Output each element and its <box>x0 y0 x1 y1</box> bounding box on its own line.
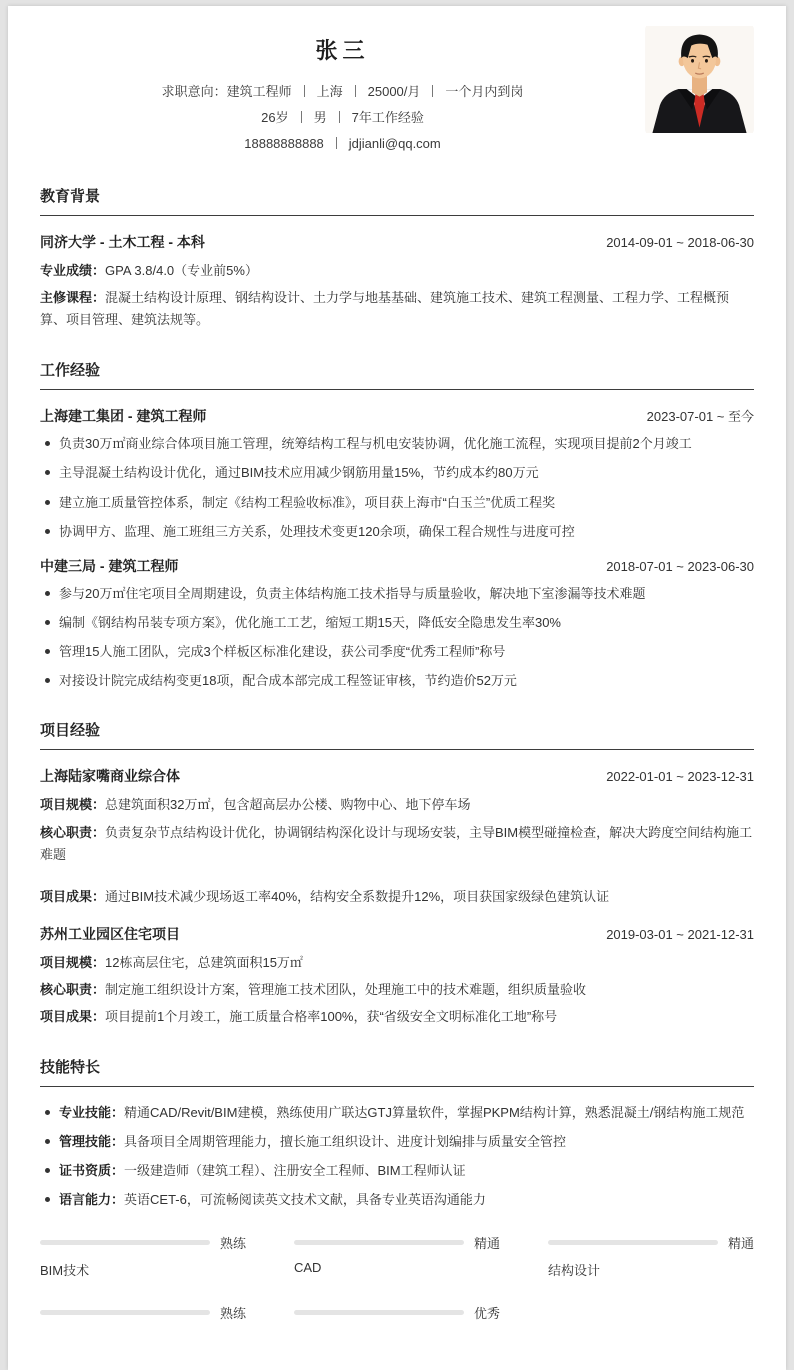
experience-years: 7年工作经验 <box>351 110 424 125</box>
job-bullet: 编制《钢结构吊装专项方案》，优化施工工艺，缩短工期15天，降低安全隐患发生率30% <box>40 613 754 633</box>
gender: 男 <box>313 110 327 125</box>
divider <box>301 111 302 123</box>
skill-level-label: 优秀 <box>473 1305 500 1321</box>
divider <box>339 111 340 123</box>
divider <box>304 85 305 97</box>
skill-bar-item <box>548 1233 754 1279</box>
project-duty-line <box>40 822 754 866</box>
field-text: 一级建造师（建筑工程）、注册安全工程师、BIM工程师认证 <box>124 1163 466 1179</box>
skill-bullet <box>40 1190 754 1210</box>
field-text: 总建筑面积32万㎡，包含超高层办公楼、购物中心、地下停车场 <box>105 797 471 813</box>
header-info <box>40 26 645 157</box>
project-scale-line <box>40 952 754 974</box>
skill-bar-row <box>294 1233 500 1252</box>
job-bullet: 协调甲方、监理、施工班组三方关系，处理技术变更120余项，确保工程合规性与进度可控 <box>40 522 754 542</box>
field-text: 制定施工组织设计方案，管理施工技术团队，处理施工中的技术难题，组织质量验收 <box>105 981 587 997</box>
personal-info-line <box>40 105 645 131</box>
job-bullet-list <box>40 434 754 542</box>
skill-level-label: 精通 <box>473 1235 500 1251</box>
section-work <box>40 359 754 691</box>
field-label: 项目规模： <box>40 954 106 970</box>
skill-bar-grid <box>40 1233 754 1330</box>
field-label: 专业技能： <box>59 1105 125 1121</box>
job-intention: 求职意向：建筑工程师 <box>161 84 292 99</box>
job-bullet: 建立施工质量管控体系，制定《结构工程验收标准》，项目获上海市“白玉兰”优质工程奖 <box>40 493 754 513</box>
education-date-range: 2014-09-01 ~ 2018-06-30 <box>606 235 754 250</box>
project-duty-line <box>40 979 754 1001</box>
field-text: GPA 3.8/4.0（专业前5%） <box>105 263 258 278</box>
skill-bar-row <box>294 1303 500 1322</box>
school-degree: 同济大学 - 土木工程 - 本科 <box>40 234 205 250</box>
skill-bar-item <box>40 1303 246 1330</box>
skill-progress-bar <box>548 1240 718 1245</box>
section-title-work: 工作经验 <box>40 359 754 390</box>
skill-bullet <box>40 1103 754 1123</box>
skill-level-label: 熟练 <box>219 1305 246 1321</box>
skill-bullet <box>40 1132 754 1152</box>
field-label: 项目成果： <box>40 888 106 904</box>
job-bullet: 主导混凝土结构设计优化，通过BIM技术应用减少钢筋用量15%，节约成本约80万元 <box>40 463 754 483</box>
skill-bar-item <box>40 1233 246 1279</box>
skill-name-label: 结构设计 <box>548 1262 601 1278</box>
skill-level-label: 精通 <box>727 1235 754 1251</box>
section-title-skills: 技能特长 <box>40 1056 754 1087</box>
candidate-name: 张三 <box>315 38 370 63</box>
section-title-projects: 项目经验 <box>40 719 754 750</box>
project-scale-line <box>40 794 754 816</box>
avatar-illustration <box>645 26 754 133</box>
project-entry-header <box>40 766 754 786</box>
field-text: 具备项目全周期管理能力，擅长施工组织设计、进度计划编排与质量安全管控 <box>124 1134 567 1150</box>
field-text: 负责复杂节点结构设计优化，协调钢结构深化设计与现场安装，主导BIM模型碰撞检查，解决大跨度空间结构施工难题 <box>40 824 753 862</box>
skill-level-label: 熟练 <box>219 1235 246 1251</box>
skill-bar-row <box>40 1233 246 1252</box>
section-skills <box>40 1056 754 1330</box>
field-label: 主修课程： <box>40 290 106 306</box>
job-intention-line <box>40 79 645 105</box>
skill-progress-bar <box>40 1310 210 1315</box>
contact-line <box>40 131 645 157</box>
project-name: 上海陆家嘴商业综合体 <box>40 768 180 785</box>
field-label: 核心职责： <box>40 824 106 840</box>
project-entry-header <box>40 924 754 944</box>
job-date-range: 2023-07-01 ~ 至今 <box>646 409 754 425</box>
section-education <box>40 185 754 331</box>
job-entry-header <box>40 406 754 426</box>
resume-page <box>8 6 786 1370</box>
skill-name-label: BIM技术 <box>40 1262 90 1278</box>
section-title-education: 教育背景 <box>40 185 754 216</box>
project-entry <box>40 924 754 1028</box>
skill-name-label: CAD <box>294 1259 322 1275</box>
field-text: 12栋高层住宅，总建筑面积15万㎡ <box>105 954 303 970</box>
skill-bar-item <box>294 1233 500 1279</box>
job-entry <box>40 556 754 692</box>
project-date-range: 2022-01-01 ~ 2023-12-31 <box>606 769 754 785</box>
resume-header <box>40 26 754 157</box>
field-label: 项目成果： <box>40 1008 106 1024</box>
field-label: 语言能力： <box>59 1192 125 1208</box>
skill-progress-bar <box>294 1310 464 1315</box>
field-text: 混凝土结构设计原理、钢结构设计、土力学与地基基础、建筑施工技术、建筑工程测量、工程力学、工程概预算、项目管理、建筑法规等。 <box>40 290 730 328</box>
city: 上海 <box>316 84 343 99</box>
field-text: 英语CET-6，可流畅阅读英文技术文献，具备专业英语沟通能力 <box>124 1192 486 1208</box>
skills-bullet-list <box>40 1103 754 1211</box>
job-date-range: 2018-07-01 ~ 2023-06-30 <box>606 558 754 574</box>
job-bullet-list <box>40 584 754 692</box>
skill-bar-item <box>294 1303 500 1330</box>
availability: 一个月内到岗 <box>445 84 524 99</box>
skill-bullet <box>40 1161 754 1181</box>
phone-number: 18888888888 <box>244 136 324 151</box>
profile-photo <box>645 26 754 133</box>
field-label: 证书资质： <box>59 1163 125 1179</box>
project-name: 苏州工业园区住宅项目 <box>40 925 180 942</box>
section-projects <box>40 719 754 1028</box>
project-result-line <box>40 886 754 908</box>
company-position: 中建三局 - 建筑工程师 <box>40 557 179 574</box>
project-date-range: 2019-03-01 ~ 2021-12-31 <box>606 926 754 942</box>
field-text: 项目提前1个月竣工，施工质量合格率100%，获“省级安全文明标准化工地”称号 <box>105 1008 558 1024</box>
skill-bar-row <box>548 1233 754 1252</box>
field-label: 项目规模： <box>40 797 106 813</box>
email-address: jdjianli@qq.com <box>348 136 441 151</box>
field-text: 精通CAD/Revit/BIM建模，熟练使用广联达GTJ算量软件，掌握PKPM结构计算，熟悉混凝土/钢结构施工规范 <box>124 1105 745 1121</box>
company-position: 上海建工集团 - 建筑工程师 <box>40 408 207 425</box>
field-label: 专业成绩： <box>40 263 106 278</box>
skill-progress-bar <box>40 1240 210 1245</box>
divider <box>432 85 433 97</box>
skill-progress-bar <box>294 1240 464 1245</box>
expected-salary: 25000/月 <box>367 84 421 99</box>
job-entry <box>40 406 754 542</box>
skill-bar-row <box>40 1303 246 1322</box>
divider <box>355 85 356 97</box>
age: 26岁 <box>261 110 289 125</box>
job-bullet: 对接设计院完成结构变更18项，配合成本部完成工程签证审核，节约造价52万元 <box>40 671 754 691</box>
field-text: 通过BIM技术减少现场返工率40%，结构安全系数提升12%，项目获国家级绿色建筑认证 <box>105 888 610 904</box>
field-label: 核心职责： <box>40 981 106 997</box>
project-result-line <box>40 1006 754 1028</box>
job-bullet: 参与20万㎡住宅项目全周期建设，负责主体结构施工技术指导与质量验收，解决地下室渗漏等技术难题 <box>40 584 754 604</box>
field-label: 管理技能： <box>59 1134 125 1150</box>
courses-line <box>40 287 754 331</box>
education-entry-header <box>40 232 754 252</box>
gpa-line <box>40 260 754 282</box>
job-bullet: 管理15人施工团队，完成3个样板区标准化建设，获公司季度“优秀工程师”称号 <box>40 642 754 662</box>
divider <box>336 137 337 149</box>
job-bullet: 负责30万㎡商业综合体项目施工管理，统筹结构工程与机电安装协调，优化施工流程，实现项目提前2个月竣工 <box>40 434 754 454</box>
job-entry-header <box>40 556 754 576</box>
project-entry <box>40 766 754 907</box>
